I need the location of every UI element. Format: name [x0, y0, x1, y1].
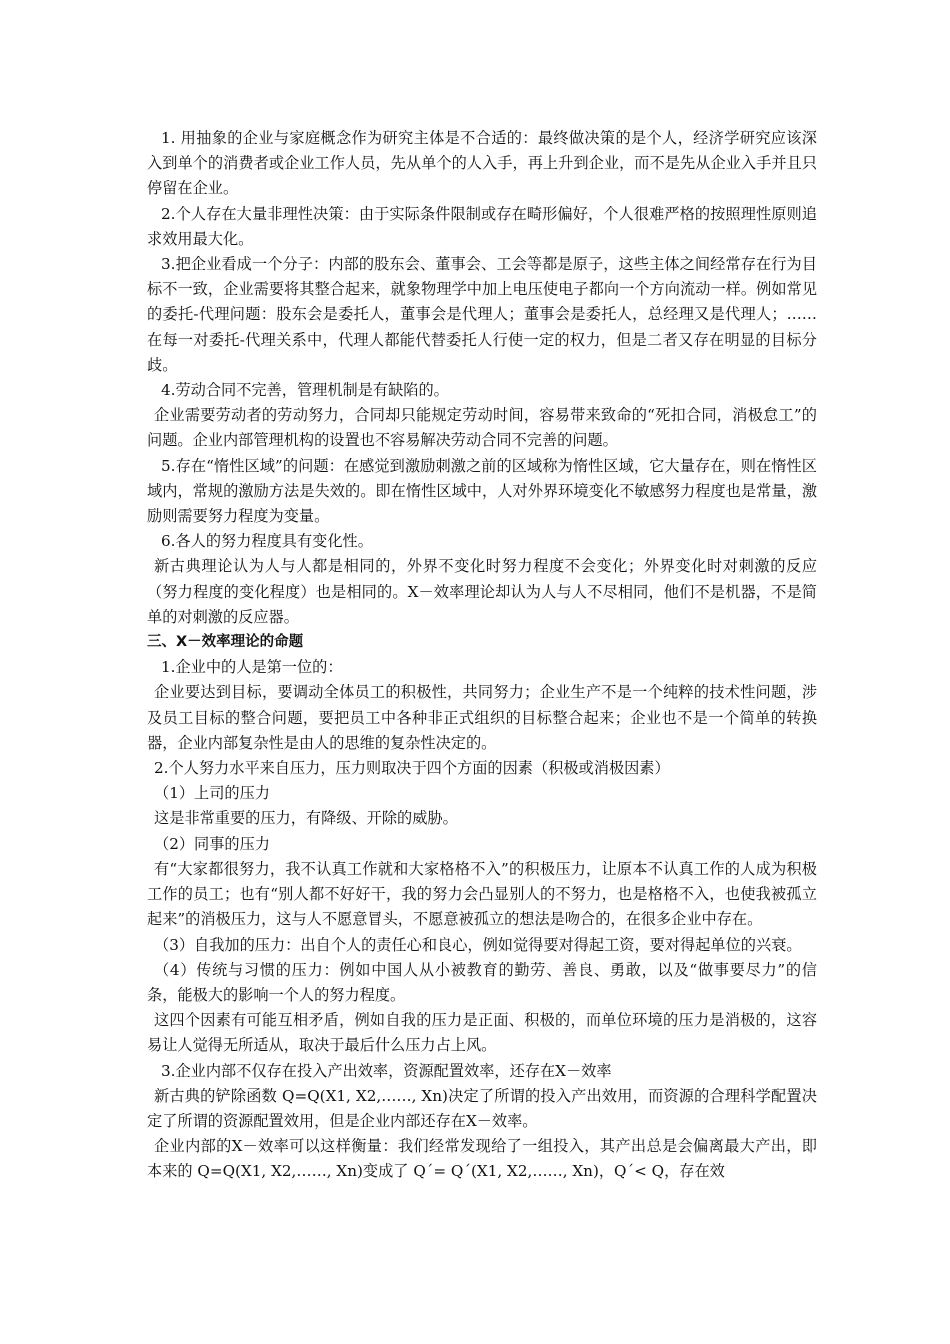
- paragraph: 6.各人的努力程度具有变化性。: [161, 532, 373, 551]
- paragraph: 2.个人努力水平来自压力，压力则取决于四个方面的因素（积极或消极因素）: [154, 759, 670, 778]
- section-heading: 三、X－效率理论的命题: [147, 634, 304, 651]
- document-page: [147, 126, 817, 1185]
- paragraph: （4）传统与习惯的压力：例如中国人从小被教育的勤劳、善良、勇敢，以及“做事要尽力”的信条，能极大的影响一个人的努力程度。: [147, 960, 817, 1004]
- paragraph: 这四个因素有可能互相矛盾，例如自我的压力是正面、积极的，而单位环境的压力是消极的，这容易让人觉得无所适从，取决于最后什么压力占上风。: [147, 1011, 817, 1055]
- paragraph: 3.企业内部不仅存在投入产出效率，资源配置效率，还存在X－效率: [161, 1061, 612, 1080]
- paragraph: 4.劳动合同不完善，管理机制是有缺陷的。: [161, 381, 449, 400]
- paragraph: 企业内部的X－效率可以这样衡量：我们经常发现给了一组投入，其产出总是会偏离最大产出，即本来的 Q=Q(X1, X2,……, Xn)变成了 Q´= Q´(X1, X2,……, Xn)，Q´< Q，存在效: [147, 1137, 817, 1181]
- paragraph: 1.企业中的人是第一位的：: [161, 658, 343, 677]
- paragraph: 2.个人存在大量非理性决策：由于实际条件限制或存在畸形偏好，个人很难严格的按照理性原则追求效用最大化。: [147, 204, 817, 248]
- paragraph: （1）上司的压力: [154, 784, 270, 803]
- paragraph: 有“大家都很努力，我不认真工作就和大家格格不入”的积极压力，让原本不认真工作的人成为积极工作的员工；也有“别人都不好好干，我的努力会凸显别人的不努力，也是格格不入，也使我被孤立起来”的消极压力，这与人不愿意冒头，不愿意被孤立的想法是吻合的，在很多企业中存在。: [147, 859, 817, 929]
- paragraph: （3）自我加的压力：出自个人的责任心和良心，例如觉得要对得起工资，要对得起单位的兴衰。: [154, 935, 802, 954]
- paragraph: 新古典的铲除函数 Q=Q(X1, X2,……, Xn)决定了所谓的投入产出效用，而资源的合理科学配置决定了所谓的资源配置效用，但是企业内部还存在X－效率。: [147, 1086, 817, 1130]
- paragraph: 这是非常重要的压力，有降级、开除的威胁。: [154, 809, 458, 828]
- paragraph: 1. 用抽象的企业与家庭概念作为研究主体是不合适的：最终做决策的是个人，经济学研究应该深入到单个的消费者或企业工作人员，先从单个的人入手，再上升到企业，而不是先从企业入手并且只停留在企业。: [147, 129, 817, 198]
- paragraph: 企业要达到目标，要调动全体员工的积极性，共同努力；企业生产不是一个纯粹的技术性问题，涉及员工目标的整合问题，要把员工中各种非正式组织的目标整合起来；企业也不是一个简单的转换器，企业内部复杂性是由人的思维的复杂性决定的。: [147, 683, 817, 752]
- paragraph: 3.把企业看成一个分子：内部的股东会、董事会、工会等都是原子，这些主体之间经常存在行为目标不一致，企业需要将其整合起来，就象物理学中加上电压使电子都向一个方向流动一样。例如常见的委托-代理问题：股东会是委托人，董事会是代理人；董事会是委托人，总经理又是代理人；……在每一对委托-代理关系中，代理人都能代替委托人行使一定的权力，但是二者又存在明显的目标分歧。: [147, 255, 817, 374]
- paragraph: （2）同事的压力: [154, 834, 270, 853]
- paragraph: 新古典理论认为人与人都是相同的，外界不变化时努力程度不会变化；外界变化时对刺激的反应（努力程度的变化程度）也是相同的。X－效率理论却认为人与人不尽相同，他们不是机器，不是简单的对刺激的反应器。: [147, 557, 817, 626]
- paragraph: 5.存在“惰性区域”的问题：在感觉到激励刺激之前的区域称为惰性区域，它大量存在，则在惰性区域内，常规的激励方法是失效的。即在惰性区域中，人对外界环境变化不敏感努力程度也是常量，激励则需要努力程度为变量。: [147, 456, 817, 526]
- paragraph: 企业需要劳动者的劳动努力，合同却只能规定劳动时间，容易带来致命的“死扣合同，消极怠工”的问题。企业内部管理机构的设置也不容易解决劳动合同不完善的问题。: [147, 406, 817, 450]
